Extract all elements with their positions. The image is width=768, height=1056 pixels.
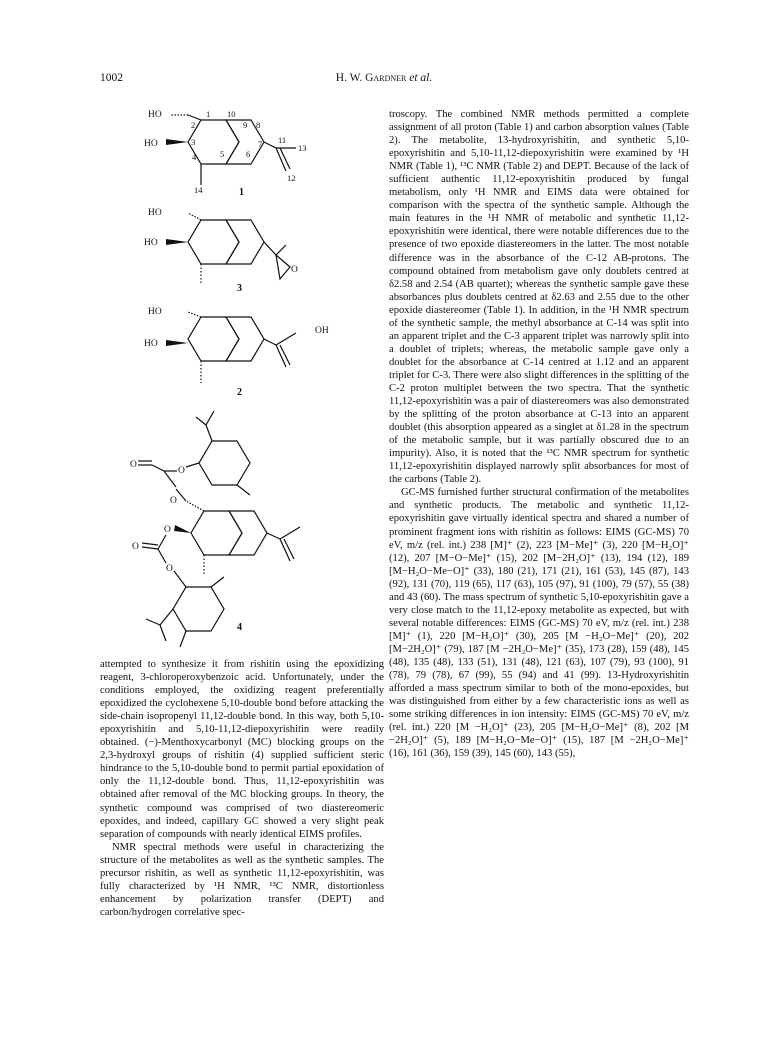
compound-4-label: 4 bbox=[237, 622, 242, 633]
atom-14: 14 bbox=[194, 185, 203, 195]
compound-4-ester-o-bottom: O bbox=[166, 564, 173, 574]
compound-2-structure bbox=[144, 307, 329, 398]
compound-3-ho-upper: HO bbox=[148, 208, 162, 218]
atom-4: 4 bbox=[192, 152, 197, 162]
running-head-etal: et al. bbox=[406, 72, 433, 84]
compound-1-ho-upper: HO bbox=[148, 110, 162, 120]
compound-3-ho-lower: HO bbox=[144, 238, 158, 248]
atom-10: 10 bbox=[227, 109, 236, 119]
compound-2-ho-lower: HO bbox=[144, 339, 158, 349]
compound-1-label: 1 bbox=[239, 187, 244, 198]
compound-2-oh: OH bbox=[315, 326, 329, 336]
left-paragraph-1: attempted to synthesize it from rishitin using the epoxidizing reagent, 3-chloroperoxybenzoic acid. Unfortunately, under the conditions employed, the oxidizing reagent preferentially epoxidized the cyclohexene 5,10-double bond before attacking the side-chain isopropenyl 11,12-double bond. In this way, both 5,10-epoxyrishitin and 5,10-11,12-diepoxyrishitin were readily obtained. (−)-Menthoxycarbonyl (MC) blocking groups on the 2,3-hydroxyl groups of rishitin (4) supplied sufficient steric hindrance to the 5,10-double bond to permit partial epoxidation of only the 11,12-double bond. Thus, 11,12-epoxyrishitin was obtained after removal of the MC blocking groups. In theory, the synthetic compound was comprised of two diastereomeric epoxides, and indeed, capillary GC showed a very slight peak separation of compounds with nearly identical EIMS profiles. bbox=[100, 659, 384, 840]
compound-4-ester-o-mid: O bbox=[170, 496, 177, 506]
left-column-text bbox=[100, 658, 384, 919]
atom-12: 12 bbox=[287, 173, 296, 183]
compound-4-carbonyl-o-upper: O bbox=[130, 460, 137, 470]
atom-3: 3 bbox=[191, 137, 196, 147]
running-head-author: H. W. Gardner bbox=[335, 72, 407, 84]
compound-4-structure bbox=[130, 411, 300, 647]
compound-4-ester-o-lower: O bbox=[164, 525, 171, 535]
compound-2-ho-upper: HO bbox=[148, 307, 162, 317]
atom-13: 13 bbox=[298, 143, 307, 153]
right-paragraph-2: GC-MS furnished further structural confirmation of the metabolites and synthetic products. The metabolic and synthetic 11,12-epoxyrishitin gave virtually identical spectra and shared a number of prominent fragment ions with rishitin as follows: EIMS (GC-MS) 70 eV, m/z (rel. int.) 238 [M]⁺ (2), 223 [M−Me]⁺ (3), 220 [M−H₂O]⁺ (12), 207 [M−O−Me]⁺ (15), 202 [M−2H₂O]⁺ (13), 194 (12), 189 [M−H₂O−Me−O]⁺ (33), 180 (21), 171 (21), 161 (53), 145 (87), 143 (92), 131 (70), 119 (65), 117 (63), 105 (97), 91 (100), 79 (57), 55 (38) and 43 (60). The mass spectrum of synthetic 5,10-epoxyrishitin gave a very close match to the 11,12-epoxy metabolite as expected, but with several notable differences: EIMS (GC-MS) 70 eV, m/z (rel. int.) 238 [M]⁺ (1), 220 [M−H₂O]⁺ (30), 205 [M −H₂O−Me]⁺ (20), 202 [M−2H₂O]⁺ (79), 187 [M −2H₂O−Me]⁺ (35), 173 (28), 159 (48), 145 (48), 135 (48), 133 (51), 131 (48), 121 (63), 107 (79), 93 (100), 91 (78), 79 (78), 67 (99), 55 (94) and 41 (99). 13-Hydroxyrishitin afforded a mass spectrum similar to both of the mono-epoxides, but was distinguished from either by a few characteristic ions as well as some striking differences in ion intensity: EIMS (GC-MS) 70 eV, m/z (rel. int.) 220 [M −H₂O]⁺ (23), 205 [M−H₂O−Me]⁺ (8), 202 [M −2H₂O]⁺ (5), 189 [M−H₂O−Me−O]⁺ (15), 187 [M −2H₂O−Me]⁺ (16), 161 (36), 159 (39), 145 (60), 143 (55), bbox=[389, 487, 689, 760]
atom-8: 8 bbox=[256, 120, 261, 130]
left-paragraph-2: NMR spectral methods were useful in characterizing the structure of the metabolites as well as the synthetic samples. The precursor rishitin, as well as synthetic 11,12-epoxyrishitin, was fully characterized by ¹H NMR, ¹³C NMR, distortionless enhancement by polarization transfer (DEPT) and carbon/hydrogen correlative spec- bbox=[100, 841, 384, 918]
atom-9: 9 bbox=[243, 120, 248, 130]
running-head bbox=[0, 72, 768, 84]
atom-1: 1 bbox=[206, 109, 211, 119]
compound-3-structure bbox=[144, 208, 298, 294]
atom-6: 6 bbox=[246, 149, 251, 159]
compound-4-ester-o-upper: O bbox=[178, 466, 185, 476]
chemical-structures-figure bbox=[100, 95, 380, 655]
atom-11: 11 bbox=[278, 135, 287, 145]
right-paragraph-1: troscopy. The combined NMR methods permitted a complete assignment of all proton (Table 1) and carbon absorption values (Table 2). The metabolite, 13-hydroxyrishitin, and synthetic 5,10-epoxyrishitin and 5,10-11,12-diepoxyrishitin were examined by ¹H NMR (Table 1), ¹³C NMR (Table 2) and DEPT. Because of the lack of sufficient authentic 11,12-epoxyrishitin produced by fungal metabolism, only ¹H NMR and EIMS data were obtained for comparison with the spectra of the synthetic sample. Although the main features in the ¹H NMR of metabolic and synthetic 11,12-epoxyrishitin were identical, there were notable differences due to the presence of two epoxide diastereomers in the latter. The most notable difference was in the absorbance of the C-12 AB-protons. The compound obtained from metabolism gave only doublets centred at δ2.58 and 2.54 (AB quartet); whereas the synthetic sample gave these absorbances plus doublets centred at δ2.63 and 2.55 due to the other epoxide diastereomer (Table 1). In addition, in the ¹H NMR spectrum of the synthetic sample, the methyl absorbance at C-14 was split into an apparent triplet and the C-3 apparent triplet was narrowly split into a doublet of triplets; whereas, the metabolic sample gave only a doublet for the absorbance at C-14 centred at 1.12 and an apparent triplet for C-3. There were also slight differences in the splitting of the C-2 proton multiplet between the two spectra. That the synthetic 11,12-epoxyrishitin was a pair of diastereomers was also demonstrated by the splitting of the proton absorbance at C-13 into an apparent doublet (this absorption appeared as a singlet at δ1.28 in the spectrum of the metabolic sample, but it was partially obscured due to an impurity). Also, it is noted that the ¹³C NMR spectrum for synthetic 11,12-epoxyrishitin displayed narrowly split absorbances for most of the carbons (Table 2). bbox=[389, 109, 689, 486]
atom-7: 7 bbox=[258, 139, 263, 149]
compound-3-label: 3 bbox=[237, 283, 242, 294]
atom-5: 5 bbox=[220, 149, 225, 159]
compound-2-label: 2 bbox=[237, 387, 242, 398]
compound-1-ho-lower: HO bbox=[144, 139, 158, 149]
compound-4-carbonyl-o-lower: O bbox=[132, 542, 139, 552]
compound-1-structure bbox=[144, 109, 307, 198]
atom-2: 2 bbox=[191, 120, 196, 130]
page-number: 1002 bbox=[100, 72, 123, 84]
compound-3-epoxide-o: O bbox=[291, 265, 298, 275]
right-column-text bbox=[389, 108, 689, 760]
